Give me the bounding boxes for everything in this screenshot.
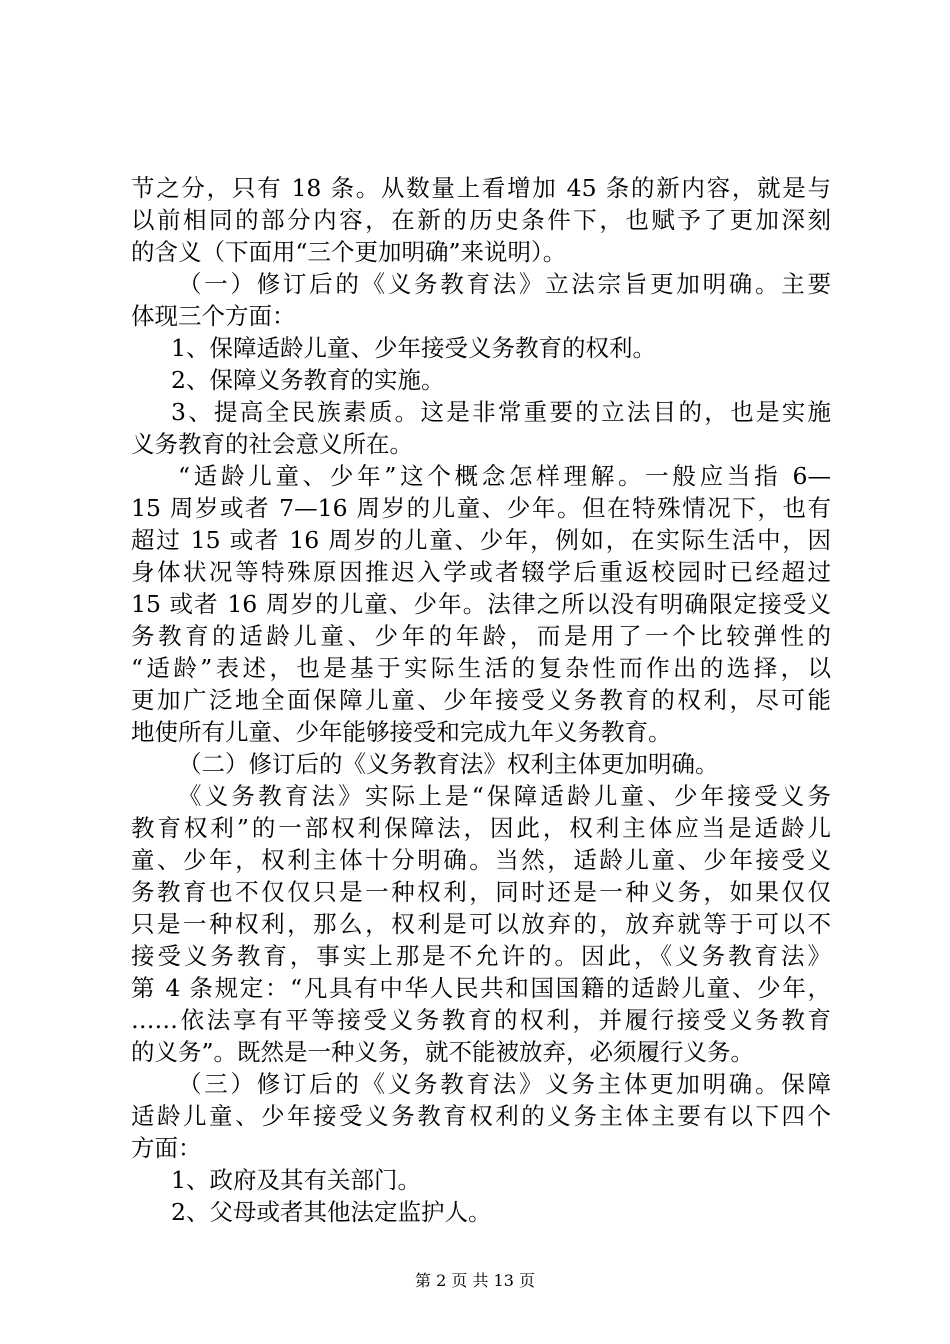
text-line: “适龄”表述，也是基于实际生活的复杂性而作出的选择，以 [131, 654, 831, 682]
section-heading-3: （三）修订后的《义务教育法》义务主体更加明确。保障 [178, 1070, 831, 1098]
text-line: 第 4 条规定：“凡具有中华人民共和国国籍的适龄儿童、少年， [131, 974, 831, 1002]
text-line: 超过 15 或者 16 周岁的儿童、少年，例如，在实际生活中，因 [131, 526, 831, 554]
paragraph-start: 《义务教育法》实际上是“保障适龄儿童、少年接受义务 [178, 782, 831, 810]
section-heading-2: （二）修订后的《义务教育法》权利主体更加明确。 [178, 750, 719, 778]
text-line: ……依法享有平等接受义务教育的权利，并履行接受义务教育 [131, 1006, 831, 1034]
list-item: 1、政府及其有关部门。 [171, 1166, 421, 1194]
text-line: 15 周岁或者 7—16 周岁的儿童、少年。但在特殊情况下，也有 [131, 494, 831, 522]
text-line: 体现三个方面： [131, 302, 296, 330]
text-line: 义务教育的社会意义所在。 [131, 430, 413, 458]
page-footer: 第 2 页 共 13 页 [415, 1271, 535, 1290]
list-item: 3、提高全民族素质。这是非常重要的立法目的，也是实施 [171, 398, 831, 426]
paragraph-start: “适龄儿童、少年”这个概念怎样理解。一般应当指 6— [178, 462, 831, 490]
text-line: 的含义（下面用“三个更加明确”来说明）。 [131, 238, 567, 266]
list-item: 2、父母或者其他法定监护人。 [171, 1198, 492, 1226]
text-line: 方面： [131, 1134, 202, 1162]
text-line: 接受义务教育，事实上那是不允许的。因此，《义务教育法》 [131, 942, 831, 970]
text-line: 节之分，只有 18 条。从数量上看增加 45 条的新内容，就是与 [131, 174, 831, 202]
text-line: 务教育的适龄儿童、少年的年龄，而是用了一个比较弹性的 [131, 622, 831, 650]
text-line: 童、少年，权利主体十分明确。当然，适龄儿童、少年接受义 [131, 846, 831, 874]
list-item: 1、保障适龄儿童、少年接受义务教育的权利。 [171, 334, 656, 362]
text-line: 只是一种权利，那么，权利是可以放弃的，放弃就等于可以不 [131, 910, 831, 938]
document-body [131, 172, 831, 1228]
text-line: 地使所有儿童、少年能够接受和完成九年义务教育。 [131, 718, 672, 746]
text-line: 15 或者 16 周岁的儿童、少年。法律之所以没有明确限定接受义 [131, 590, 831, 618]
text-line: 的义务”。既然是一种义务，就不能被放弃，必须履行义务。 [131, 1038, 755, 1066]
text-line: 教育权利”的一部权利保障法，因此，权利主体应当是适龄儿 [131, 814, 831, 842]
text-line: 更加广泛地全面保障儿童、少年接受义务教育的权利，尽可能 [131, 686, 831, 714]
text-line: 身体状况等特殊原因推迟入学或者辍学后重返校园时已经超过 [131, 558, 831, 586]
text-line: 以前相同的部分内容，在新的历史条件下，也赋予了更加深刻 [131, 206, 831, 234]
section-heading-1: （一）修订后的《义务教育法》立法宗旨更加明确。主要 [178, 270, 831, 298]
text-line: 务教育也不仅仅只是一种权利，同时还是一种义务，如果仅仅 [131, 878, 831, 906]
text-line: 适龄儿童、少年接受义务教育权利的义务主体主要有以下四个 [131, 1102, 831, 1130]
list-item: 2、保障义务教育的实施。 [171, 366, 445, 394]
